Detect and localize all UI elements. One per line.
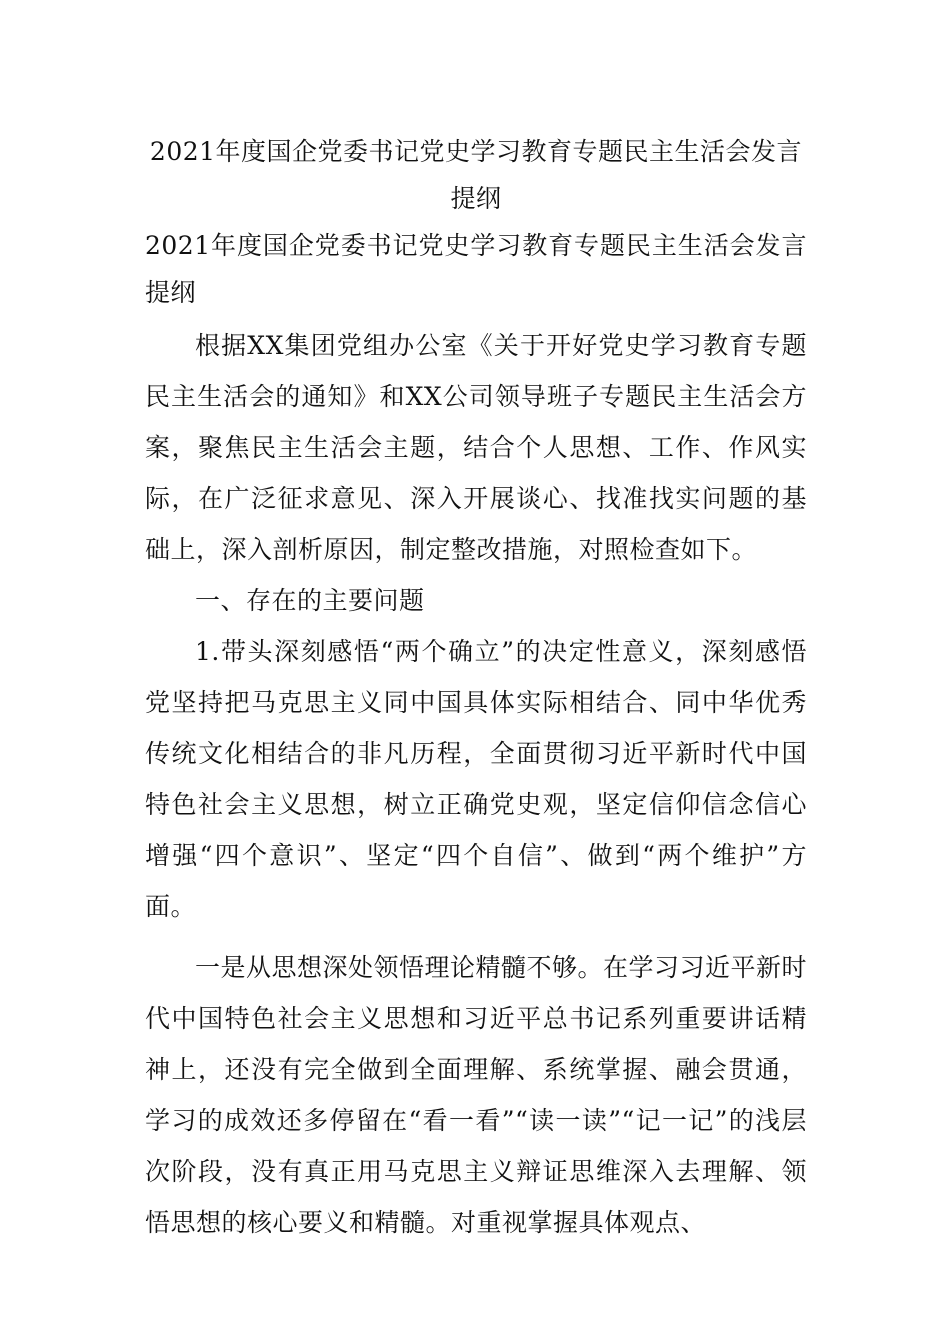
paragraph-item-1: 1.带头深刻感悟“两个确立”的决定性意义，深刻感悟党坚持把马克思主义同中国具体实际相结合、同中华优秀传统文化相结合的非凡历程，全面贯彻习近平新时代中国特色社会主义思想，树立正确党史观，坚定信仰信念信心增强“四个意识”、坚定“四个自信”、做到“两个维护”方面。 [145,637,807,921]
paragraph-intro: 根据XX集团党组办公室《关于开好党史学习教育专题民主生活会的通知》和XX公司领导班子专题民主生活会方案，聚焦民主生活会主题，结合个人思想、工作、作风实际，在广泛征求意见、深入开展谈心、找准找实问题的基础上，深入剖析原因，制定整改措施，对照检查如下。 [145,331,807,564]
document-subtitle: 2021年度国企党委书记党史学习教育专题民主生活会发言提纲 [145,231,807,307]
document-body [145,128,807,1248]
document-title: 2021年度国企党委书记党史学习教育专题民主生活会发言提纲 [149,137,803,213]
section-heading: 一、存在的主要问题 [195,586,425,615]
paragraph-point-1: 一是从思想深处领悟理论精髓不够。在学习习近平新时代中国特色社会主义思想和习近平总书记系列重要讲话精神上，还没有完全做到全面理解、系统掌握、融会贯通，学习的成效还多停留在“看一看”“读一读”“记一记”的浅层次阶段，没有真正用马克思主义辩证思维深入去理解、领悟思想的核心要义和精髓。对重视掌握具体观点、 [145,953,808,1237]
